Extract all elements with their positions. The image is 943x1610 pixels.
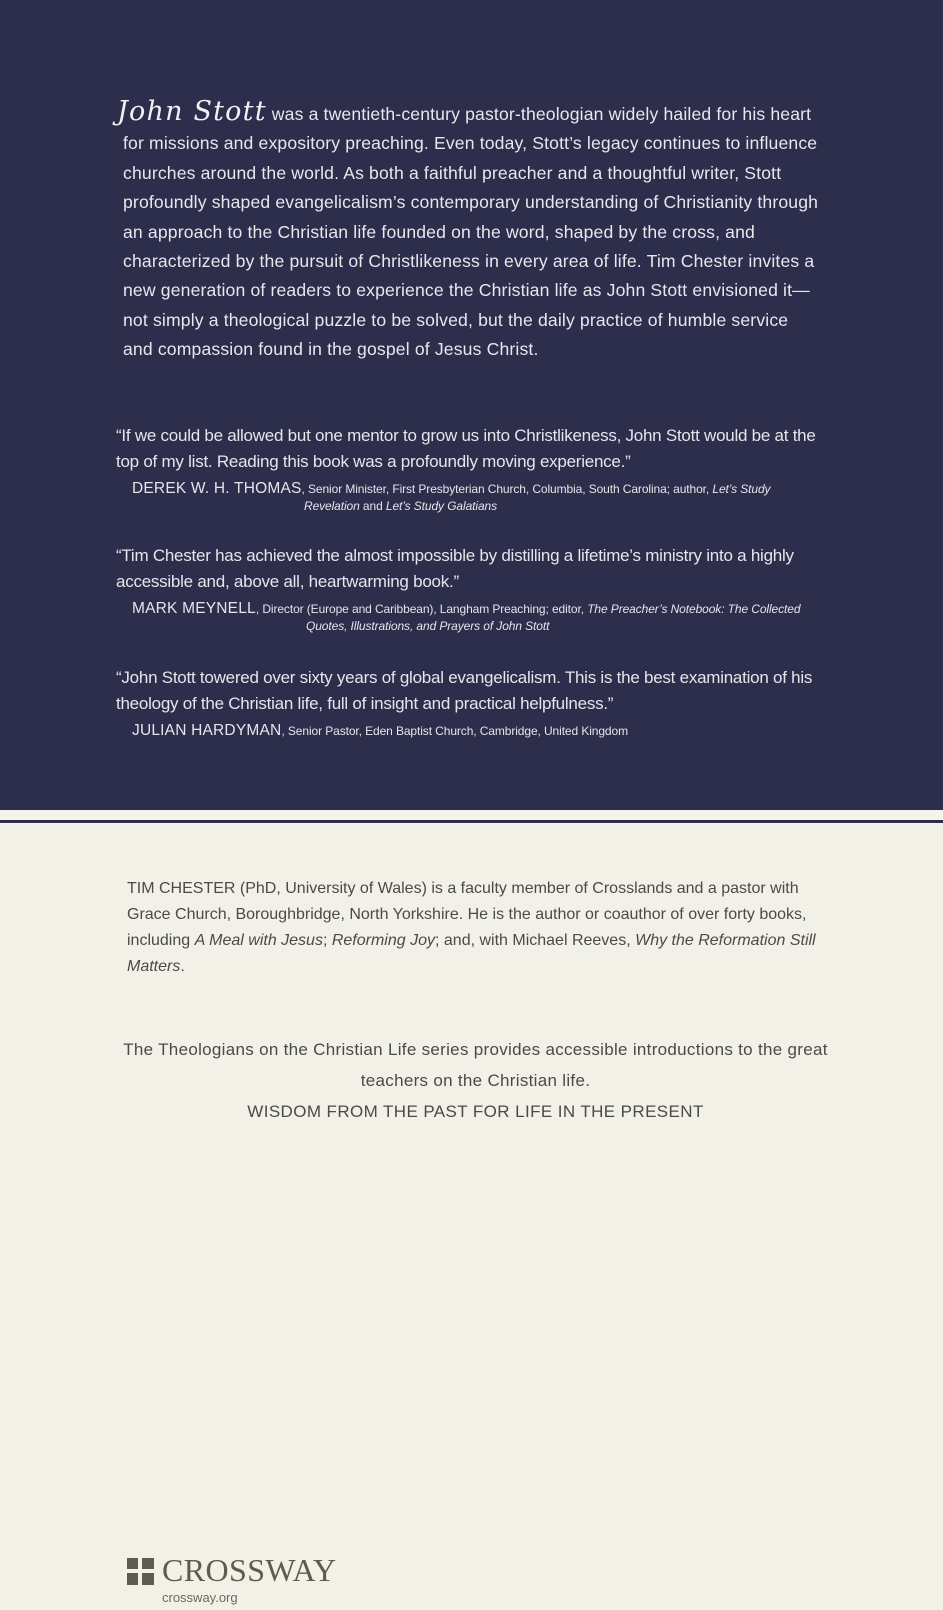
attribution-continued <box>132 498 836 515</box>
endorser-book: The Preacher’s Notebook: The Collected <box>587 602 801 616</box>
series-motto: WISDOM FROM THE PAST FOR LIFE IN THE PRESENT <box>247 1102 704 1121</box>
publisher-logo <box>127 1550 387 1610</box>
author-bio <box>127 876 827 980</box>
endorser-name: MARK MEYNELL <box>132 600 256 617</box>
endorsement-attribution <box>132 600 836 635</box>
publisher-url: crossway.org <box>162 1590 238 1605</box>
endorser-title: , Senior Minister, First Presbyterian Church, Columbia, South Carolina; author, <box>301 482 713 496</box>
endorsement-quote: “Tim Chester has achieved the almost impossible by distilling a lifetime’s ministry into a highly accessible and, above all, heartwarming book.” <box>116 546 794 591</box>
series-statement <box>120 1034 831 1127</box>
bio-text: TIM CHESTER (PhD, University of Wales) is a faculty member of Crosslands and a pastor with Grace Church, Boroughbridge, North Yorkshire. He is the author or coauthor of over forty books, including <box>127 880 807 949</box>
endorser-book: Quotes, Illustrations, and Prayers of John Stott <box>306 619 550 633</box>
publisher-name: CROSSWAY <box>162 1552 337 1588</box>
series-text: The Theologians on the Christian Life series provides accessible introductions to the great teachers on the Christian life. <box>123 1040 828 1090</box>
endorser-book: Let’s Study <box>712 482 771 496</box>
endorsement-attribution <box>132 722 836 740</box>
description-text: was a twentieth-century pastor-theologian widely hailed for his heart for missions and expository preaching. Even today, Stott’s legacy continues to influence churches around the world. As both a faithful preacher and a thoughtful writer, Stott profoundly shaped evangelicalism’s contemporary understanding of Christianity through an approach to the Christian life founded on the word, shaped by the cross, and characterized by the pursuit of Christlikeness in every area of life. Tim Chester invites a new generation of readers to experience the Christian life as John Stott envisioned it—not simply a theological puzzle to be solved, but the daily practice of humble service and compassion found in the gospel of Jesus Christ. <box>123 104 819 360</box>
bio-book-title: Reforming Joy <box>331 932 435 949</box>
bio-separator: ; <box>322 932 332 949</box>
endorser-title: , Director (Europe and Caribbean), Langham Preaching; editor, <box>255 602 588 616</box>
attribution-continued <box>132 618 836 635</box>
script-author-name: John Stott <box>117 96 267 127</box>
endorsement-quote: “If we could be allowed but one mentor to grow us into Christlikeness, John Stott would be at the top of my list. Reading this book was a profoundly moving experience.” <box>116 426 816 471</box>
endorser-conjunction: and <box>359 499 386 513</box>
endorser-name: JULIAN HARDYMAN <box>132 722 282 739</box>
endorsement-quote: “John Stott towered over sixty years of global evangelicalism. This is the best examination of his theology of the Christian life, full of insight and practical helpfulness.” <box>116 668 813 713</box>
book-description <box>117 96 823 365</box>
endorsement-2 <box>116 543 836 635</box>
bio-book-title: A Meal with Jesus <box>194 932 323 949</box>
endorser-book: Revelation <box>304 499 360 513</box>
endorser-name: DEREK W. H. THOMAS <box>132 480 302 497</box>
endorser-title: , Senior Pastor, Eden Baptist Church, Cambridge, United Kingdom <box>281 724 628 738</box>
bottom-panel <box>0 824 943 1605</box>
bio-book-title: Why the Reformation Still Matters <box>127 932 816 975</box>
crossway-cross-squares-icon <box>127 1558 154 1585</box>
divider-line <box>0 820 943 823</box>
endorser-book: Let’s Study Galatians <box>385 499 497 513</box>
endorsement-attribution <box>132 480 836 515</box>
bio-text: ; and, with Michael Reeves, <box>435 932 636 949</box>
endorsement-3 <box>116 665 836 740</box>
bio-text: . <box>180 958 185 975</box>
endorsement-1 <box>116 423 836 515</box>
